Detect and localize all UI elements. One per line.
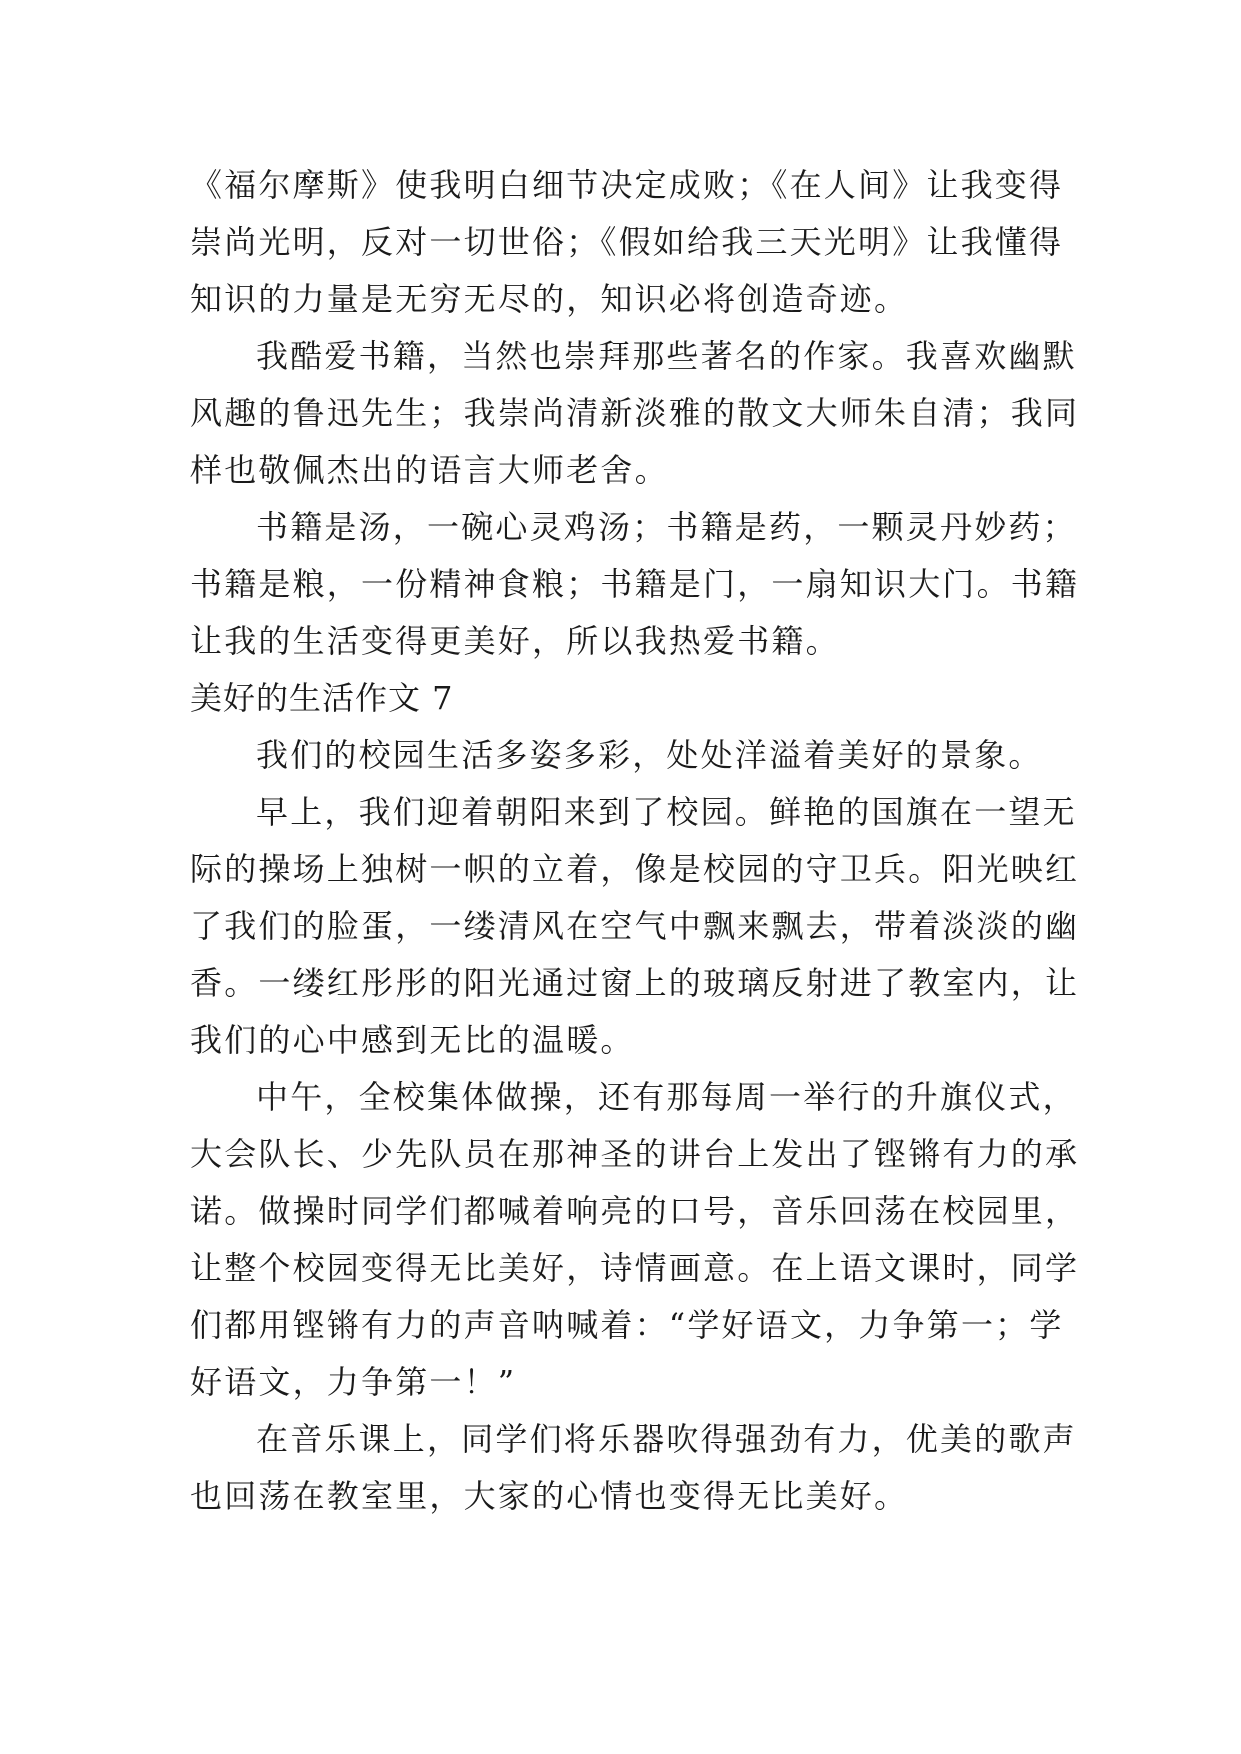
essay-heading: 美好的生活作文 7 xyxy=(190,679,454,717)
text-line: 在音乐课上，同学们将乐器吹得强劲有力，优美的歌声 xyxy=(256,1420,1077,1458)
paragraph-books-influence xyxy=(190,157,1070,328)
text-line: 我酷爱书籍，当然也崇拜那些著名的作家。我喜欢幽默 xyxy=(256,337,1077,375)
text-line: 中午，全校集体做操，还有那每周一举行的升旗仪式， xyxy=(256,1078,1077,1116)
text-line: 际的操场上独树一帜的立着，像是校园的守卫兵。阳光映红 xyxy=(190,850,1080,888)
paragraph-books-metaphor xyxy=(190,499,1080,670)
text-line: 们都用铿锵有力的声音呐喊着：“学好语文，力争第一；学 xyxy=(190,1306,1064,1344)
text-line: 让我的生活变得更美好，所以我热爱书籍。 xyxy=(190,622,840,660)
text-line: 《福尔摩斯》使我明白细节决定成败；《在人间》让我变得 xyxy=(190,166,1064,204)
text-line: 也回荡在教室里，大家的心情也变得无比美好。 xyxy=(190,1477,909,1515)
text-line: 书籍是汤，一碗心灵鸡汤；书籍是药，一颗灵丹妙药； xyxy=(256,508,1077,546)
text-line: 让整个校园变得无比美好，诗情画意。在上语文课时，同学 xyxy=(190,1249,1080,1287)
text-line: 诺。做操时同学们都喊着响亮的口号，音乐回荡在校园里， xyxy=(190,1192,1080,1230)
text-line: 样也敬佩杰出的语言大师老舍。 xyxy=(190,451,669,489)
text-line: 早上，我们迎着朝阳来到了校园。鲜艳的国旗在一望无 xyxy=(256,793,1077,831)
paragraph-favorite-authors xyxy=(190,328,1080,499)
document-body xyxy=(190,157,1080,1525)
text-line: 书籍是粮，一份精神食粮；书籍是门，一扇知识大门。书籍 xyxy=(190,565,1080,603)
paragraph-music-class xyxy=(190,1411,1077,1525)
paragraph-noon xyxy=(190,1069,1080,1411)
text-line: 好语文，力争第一！” xyxy=(190,1363,517,1401)
text-line: 知识的力量是无穷无尽的，知识必将创造奇迹。 xyxy=(190,280,909,318)
text-line: 大会队长、少先队员在那神圣的讲台上发出了铿锵有力的承 xyxy=(190,1135,1080,1173)
text-line: 风趣的鲁迅先生；我崇尚清新淡雅的散文大师朱自清；我同 xyxy=(190,394,1080,432)
text-line: 崇尚光明，反对一切世俗；《假如给我三天光明》让我懂得 xyxy=(190,223,1064,261)
text-line: 我们的校园生活多姿多彩，处处洋溢着美好的景象。 xyxy=(256,736,1043,774)
text-line: 了我们的脸蛋，一缕清风在空气中飘来飘去，带着淡淡的幽 xyxy=(190,907,1080,945)
text-line: 我们的心中感到无比的温暖。 xyxy=(190,1021,635,1059)
paragraph-morning xyxy=(190,784,1080,1069)
paragraph-campus-intro xyxy=(190,727,1070,784)
text-line: 香。一缕红彤彤的阳光通过窗上的玻璃反射进了教室内，让 xyxy=(190,964,1080,1002)
